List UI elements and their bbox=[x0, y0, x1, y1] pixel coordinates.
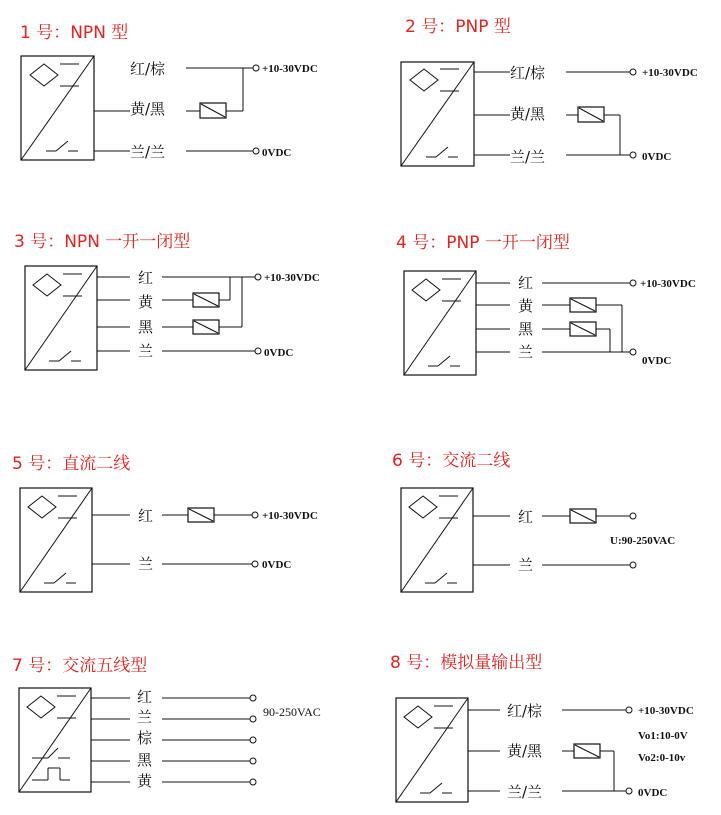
wire-label-yellow: 黄 bbox=[518, 297, 534, 315]
diagram-title: 4 号：PNP 一开一闭型 bbox=[396, 233, 570, 253]
supply-terminal bbox=[255, 274, 261, 280]
ground-terminal bbox=[626, 788, 632, 794]
ground-terminal bbox=[630, 349, 636, 355]
wire-label-red: 红 bbox=[518, 274, 534, 292]
wire-label-yellow: 黄/黑 bbox=[510, 105, 546, 123]
wire-label-red: 红/棕 bbox=[510, 64, 546, 82]
output-label-vo1: Vo1:10-0V bbox=[638, 730, 688, 742]
wire-label-blue: 兰 bbox=[518, 343, 534, 361]
supply-terminal bbox=[630, 69, 636, 75]
sensor-symbol bbox=[396, 698, 468, 802]
ground-label: 0VDC bbox=[262, 559, 292, 571]
wire-label-black: 黑 bbox=[137, 751, 153, 769]
supply-label: +10-30VDC bbox=[264, 272, 320, 284]
wire-label-black: 黑 bbox=[518, 320, 534, 338]
wire-label-blue: 兰 bbox=[518, 556, 534, 574]
supply-label: +10-30VDC bbox=[262, 510, 318, 522]
wire-label-black: 黑 bbox=[138, 318, 154, 336]
diagram-7-ac-five-wire bbox=[12, 656, 321, 792]
diagram-5-dc-two-wire bbox=[12, 454, 318, 592]
supply-label: +10-30VDC bbox=[262, 63, 318, 75]
diagram-title: 3 号：NPN 一开一闭型 bbox=[14, 232, 191, 252]
wire-label-red: 红 bbox=[138, 269, 154, 287]
ground-label: 0VDC bbox=[642, 355, 672, 367]
supply-terminal bbox=[626, 707, 632, 713]
diagram-title: 8 号：模拟量输出型 bbox=[390, 653, 543, 673]
diagram-8-analog-output bbox=[390, 653, 694, 802]
wire-label-yellow: 黄/黑 bbox=[507, 742, 543, 760]
supply-label: 90-250VAC bbox=[263, 705, 321, 719]
ground-terminal bbox=[630, 152, 636, 158]
supply-label: +10-30VDC bbox=[638, 705, 694, 717]
diagram-title: 6 号：交流二线 bbox=[392, 451, 511, 471]
sensor-symbol bbox=[21, 56, 94, 160]
wire-label-blue: 兰 bbox=[138, 342, 154, 360]
output-label-vo2: Vo2:0-10v bbox=[638, 752, 686, 764]
line-terminal bbox=[630, 513, 636, 519]
ground-label: 0VDC bbox=[262, 147, 292, 159]
ground-terminal bbox=[255, 348, 261, 354]
supply-label: U:90-250VAC bbox=[610, 535, 676, 547]
sensor-symbol bbox=[401, 488, 473, 592]
wire-label-blue: 兰 bbox=[138, 555, 154, 573]
wire-label-red: 红/棕 bbox=[130, 60, 166, 78]
wire-label-yellow: 黄 bbox=[138, 293, 154, 311]
diagram-title: 2 号：PNP 型 bbox=[405, 17, 511, 37]
wire-label-yellow: 黄 bbox=[137, 772, 153, 790]
ground-label: 0VDC bbox=[638, 787, 668, 799]
ground-terminal bbox=[253, 148, 259, 154]
ground-label: 0VDC bbox=[642, 151, 672, 163]
diagram-3-npn-no-nc bbox=[14, 232, 320, 370]
wire-label-blue: 兰/兰 bbox=[510, 148, 546, 166]
terminal bbox=[250, 695, 256, 701]
wire-label-blue: 兰/兰 bbox=[130, 143, 166, 161]
sensor-symbol bbox=[19, 688, 91, 792]
sensor-symbol bbox=[404, 271, 476, 375]
neutral-terminal bbox=[630, 562, 636, 568]
sensor-symbol bbox=[20, 488, 92, 592]
wire-label-brown: 棕 bbox=[137, 729, 153, 747]
terminal bbox=[250, 758, 256, 764]
diagram-title: 1 号：NPN 型 bbox=[20, 23, 129, 43]
ground-terminal bbox=[252, 561, 258, 567]
supply-label: +10-30VDC bbox=[640, 278, 696, 290]
terminal bbox=[250, 737, 256, 743]
wire-label-yellow: 黄/黑 bbox=[130, 100, 166, 118]
wire-label-red: 红 bbox=[137, 688, 153, 706]
diagram-title: 7 号：交流五线型 bbox=[12, 656, 148, 676]
diagram-2-pnp bbox=[401, 17, 698, 166]
supply-terminal bbox=[630, 280, 636, 286]
sensor-symbol bbox=[25, 266, 97, 370]
wire-label-red: 红 bbox=[138, 507, 154, 525]
diagram-4-pnp-no-nc bbox=[396, 233, 696, 375]
terminal bbox=[250, 716, 256, 722]
supply-terminal bbox=[252, 512, 258, 518]
ground-label: 0VDC bbox=[264, 347, 294, 359]
terminal bbox=[250, 779, 256, 785]
diagram-1-npn bbox=[20, 23, 318, 161]
sensor-symbol bbox=[401, 62, 474, 166]
wire-label-red: 红/棕 bbox=[507, 702, 543, 720]
wire-label-blue: 兰 bbox=[137, 708, 153, 726]
diagram-6-ac-two-wire bbox=[392, 451, 675, 592]
wire-label-red: 红 bbox=[518, 508, 534, 526]
wire-label-blue: 兰/兰 bbox=[507, 783, 543, 801]
supply-label: +10-30VDC bbox=[642, 67, 698, 79]
supply-terminal bbox=[253, 65, 259, 71]
diagram-title: 5 号：直流二线 bbox=[12, 454, 131, 474]
